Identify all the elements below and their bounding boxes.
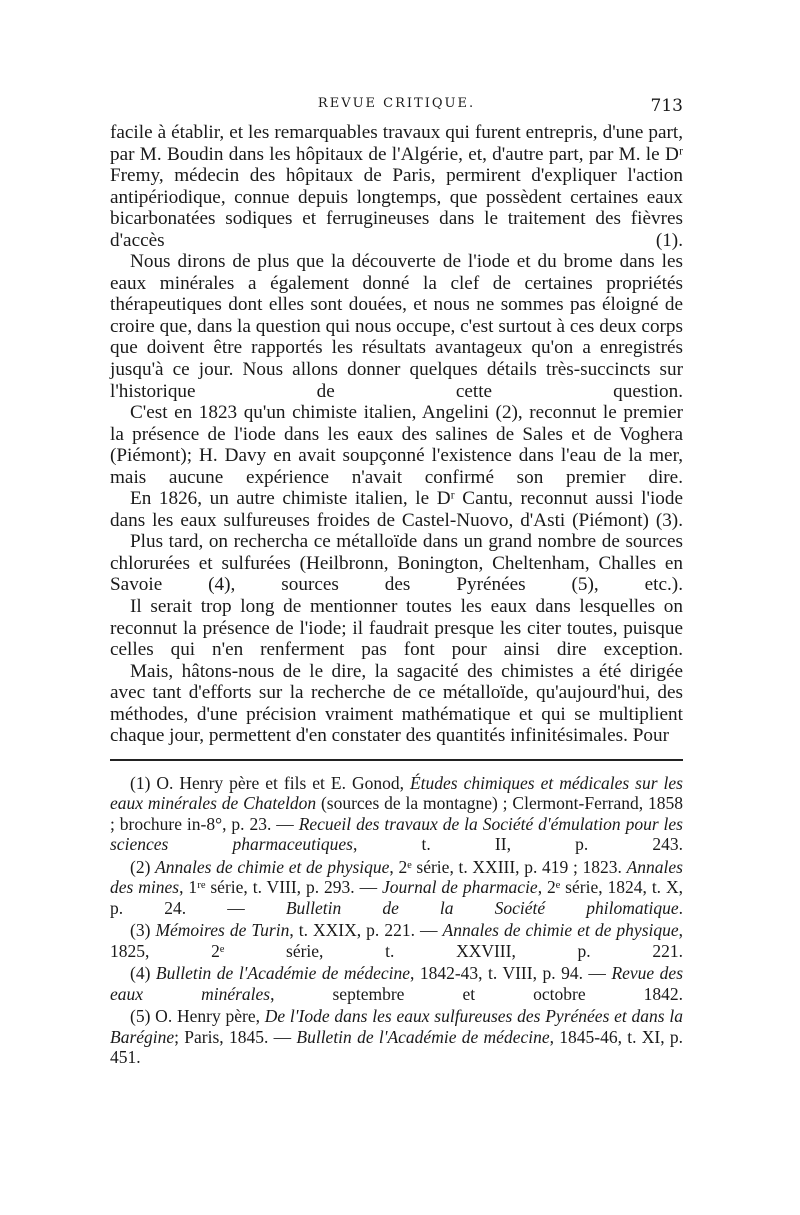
footnotes — [110, 773, 683, 1068]
book-page — [110, 96, 683, 1068]
paragraph-plus-tard: Plus tard, on rechercha ce métalloïde dans un grand nombre de sources chlorurées et sulfurées (Heilbronn, Bonington, Cheltenham, Challes en Savoie (4), sources des Pyrénées (5), etc.). — [110, 531, 683, 596]
paragraph-continuation: facile à établir, et les remarquables travaux qui furent entrepris, d'une part, par M. Boudin dans les hôpitaux de l'Algérie, et, d'autre part, par M. le Dʳ Fremy, médecin des hôpitaux de Paris, permirent d'expliquer l'action antipériodique, connue depuis longtemps, que possèdent certaines eaux bicarbonatées sodiques et ferrugineuses dans le traitement des fièvres d'accès (1). — [110, 122, 683, 251]
page-number: 713 — [650, 96, 683, 116]
paragraph-cantu: En 1826, un autre chimiste italien, le Dʳ Cantu, reconnut aussi l'iode dans les eaux sulfureuses froides de Castel-Nuovo, d'Asti (Piémont) (3). — [110, 488, 683, 531]
running-header — [110, 96, 683, 120]
paragraph-sagacite: Mais, hâtons-nous de le dire, la sagacité des chimistes a été dirigée avec tant d'efforts sur la recherche de ce métalloïde, qu'aujourd'hui, des méthodes, d'une précision vraiment mathématique et qui se multiplient chaque jour, permettent d'en constater des quantités infinitésimales. Pour — [110, 660, 683, 747]
footnote-2: (2) Annales de chimie et de physique, 2ᵉ série, t. XXIII, p. 419 ; 1823. Annales des mines, 1ʳᵉ série, t. VIII, p. 293. — Journal de pharmacie, 2ᵉ série, 1824, t. X, p. 24. — Bulletin de la Société philomatique. — [110, 856, 684, 918]
footnote-3: (3) Mémoires de Turin, t. XXIX, p. 221. — Annales de chimie et de physique, 1825, 2ᵉ série, t. XXVIII, p. 221. — [110, 920, 684, 961]
main-text — [110, 122, 683, 747]
footnote-1: (1) O. Henry père et fils et E. Gonod, Études chimiques et médicales sur les eaux minérales de Chateldon (sources de la montagne) ; Clermont-Ferrand, 1858 ; brochure in-8°, p. 23. — Recueil des travaux de la Société d'émulation pour les sciences pharmaceutiques, t. II, p. 243. — [110, 772, 684, 855]
footnote-4: (4) Bulletin de l'Académie de médecine, 1842-43, t. VIII, p. 94. — Revue des eaux minérales, septembre et octobre 1842. — [110, 963, 683, 1004]
paragraph-trop-long: Il serait trop long de mentionner toutes les eaux dans lesquelles on reconnut la présence de l'iode; il faudrait presque les citer toutes, puisque celles qui n'en renferment pas font pour ainsi dire exception. — [110, 596, 683, 661]
footnote-divider — [110, 759, 683, 761]
running-title: REVUE CRITIQUE. — [317, 96, 476, 111]
paragraph-iode-brome: Nous dirons de plus que la découverte de l'iode et du brome dans les eaux minérales a également donné la clef de certaines propriétés thérapeutiques dont elles sont douées, et nous ne sommes pas éloigné de croire que, dans la question qui nous occupe, c'est surtout à ces deux corps que doivent être rapportés les résultats avantageux qu'on a enregistrés jusqu'à ce jour. Nous allons donner quelques détails très-succincts sur l'historique de cette question. — [110, 251, 683, 402]
paragraph-angelini: C'est en 1823 qu'un chimiste italien, Angelini (2), reconnut le premier la présence de l'iode dans les eaux des salines de Sales et de Voghera (Piémont); H. Davy en avait soupçonné l'existence dans l'eau de la mer, mais aucune expérience n'avait confirmé son premier dire. — [110, 402, 683, 488]
footnote-5: (5) O. Henry père, De l'Iode dans les eaux sulfureuses des Pyrénées et dans la Barégine; Paris, 1845. — Bulletin de l'Académie de médecine, 1845-46, t. XI, p. 451. — [110, 1006, 684, 1068]
